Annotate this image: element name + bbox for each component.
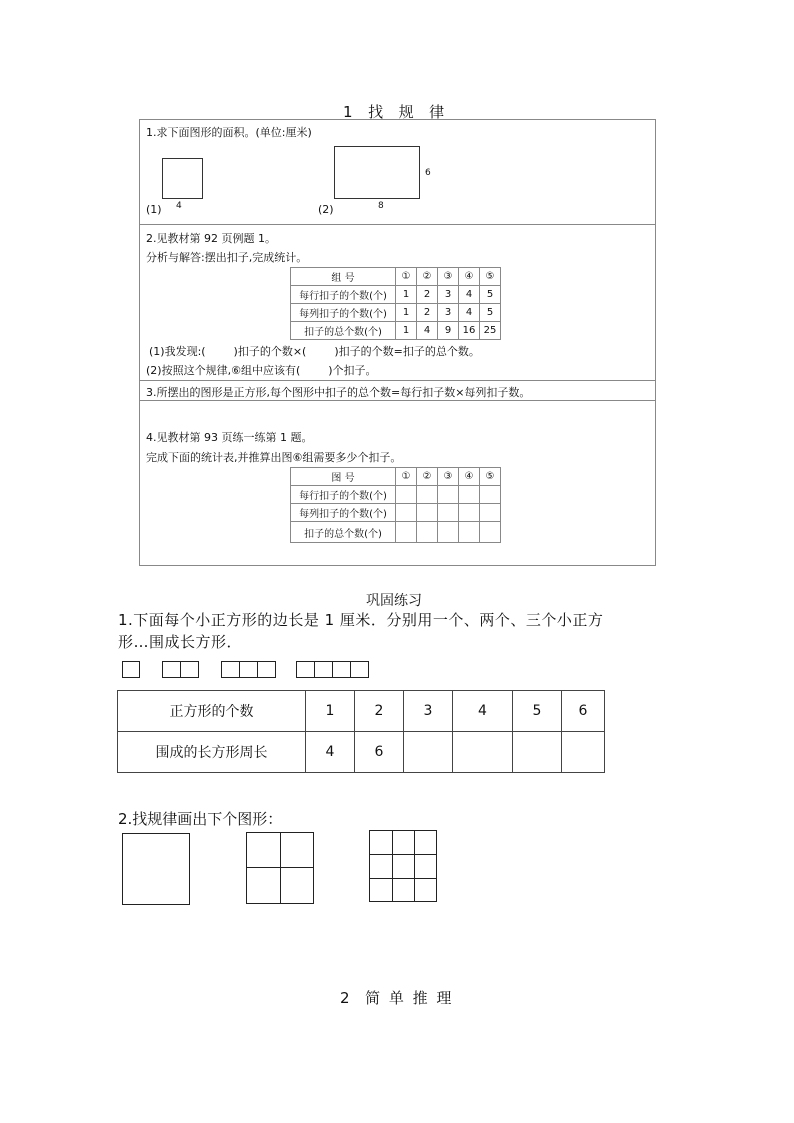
table-cell: 1 — [396, 286, 417, 304]
table-header: ② — [417, 468, 438, 486]
table-cell: 3 — [438, 286, 459, 304]
question-4-title: 4.见教材第 93 页练一练第 1 题。 — [146, 431, 313, 444]
table-cell: 1 — [396, 304, 417, 322]
grid-line — [414, 830, 415, 902]
table-cell: 9 — [438, 322, 459, 340]
table-cell: 2 — [417, 286, 438, 304]
table-header: ③ — [438, 468, 459, 486]
table-cell: 6 — [355, 732, 404, 773]
table-header: ① — [396, 268, 417, 286]
answer-cell[interactable] — [480, 522, 501, 543]
unit-square — [314, 661, 333, 678]
table-cell: 4 — [453, 691, 513, 732]
pattern-figure-1 — [122, 833, 190, 905]
grid-line — [369, 878, 437, 879]
table-cell: 3 — [404, 691, 453, 732]
table-cell: 6 — [562, 691, 605, 732]
table-header: ⑤ — [480, 268, 501, 286]
row-label: 每行扣子的个数(个) — [291, 486, 396, 504]
answer-cell[interactable] — [438, 522, 459, 543]
unit-square — [221, 661, 240, 678]
table-header: ① — [396, 468, 417, 486]
row-label: 每行扣子的个数(个) — [291, 286, 396, 304]
unit-square — [257, 661, 276, 678]
question-1-text: 1.求下面图形的面积。(单位:厘米) — [146, 126, 312, 139]
answer-cell[interactable] — [480, 486, 501, 504]
table-cell: 2 — [355, 691, 404, 732]
answer-cell[interactable] — [562, 732, 605, 773]
table-header: ③ — [438, 268, 459, 286]
table-cell: 25 — [480, 322, 501, 340]
question-2-line-2: (2)按照这个规律,⑥组中应该有( )个扣子。 — [146, 364, 377, 377]
figure-2-label: (2) — [318, 203, 334, 216]
grid-line — [369, 854, 437, 855]
question-3-text: 3.所摆出的图形是正方形,每个图形中扣子的总个数=每行扣子数×每列扣子数。 — [146, 386, 531, 399]
rectangle-figure — [334, 146, 420, 199]
table-header: 图 号 — [291, 468, 396, 486]
table-cell: 4 — [417, 322, 438, 340]
table-cell: 2 — [417, 304, 438, 322]
row-label: 每列扣子的个数(个) — [291, 304, 396, 322]
row-label: 扣子的总个数(个) — [291, 522, 396, 543]
answer-cell[interactable] — [396, 522, 417, 543]
table-row — [291, 486, 501, 504]
row-label: 围成的长方形周长 — [118, 732, 306, 773]
question-4-subtitle: 完成下面的统计表,并推算出图⑥组需要多少个扣子。 — [146, 451, 402, 464]
divider — [139, 224, 656, 225]
table-cell: 4 — [306, 732, 355, 773]
answer-cell[interactable] — [438, 486, 459, 504]
table-header: ⑤ — [480, 468, 501, 486]
grid-line — [246, 867, 314, 868]
figure-2-width: 8 — [378, 201, 384, 211]
unit-square — [122, 661, 140, 678]
perimeter-table — [117, 690, 605, 773]
stats-table — [290, 467, 501, 543]
row-label: 每列扣子的个数(个) — [291, 504, 396, 522]
table-cell: 1 — [396, 322, 417, 340]
table-cell: 5 — [480, 304, 501, 322]
table-cell: 3 — [438, 304, 459, 322]
table-cell: 5 — [480, 286, 501, 304]
figure-1-side: 4 — [176, 201, 182, 211]
unit-square — [180, 661, 199, 678]
unit-square — [350, 661, 369, 678]
table-row — [291, 504, 501, 522]
practice-q1-line-2: 形…围成长方形． — [118, 633, 243, 651]
unit-square — [332, 661, 351, 678]
figure-2-height: 6 — [425, 168, 431, 178]
table-row — [118, 691, 605, 732]
row-label: 扣子的总个数(个) — [291, 322, 396, 340]
practice-q1-line-1: 1.下面每个小正方形的边长是 1 厘米．分别用一个、两个、三个小正方 — [118, 611, 604, 629]
square-figure — [162, 158, 203, 199]
table-row — [118, 732, 605, 773]
answer-cell[interactable] — [417, 522, 438, 543]
table-cell: 1 — [306, 691, 355, 732]
table-row — [291, 304, 501, 322]
answer-cell[interactable] — [459, 522, 480, 543]
table-cell: 4 — [459, 304, 480, 322]
table-header: 组 号 — [291, 268, 396, 286]
answer-cell[interactable] — [459, 504, 480, 522]
practice-q2-text: 2.找规律画出下个图形： — [118, 810, 283, 828]
table-header-row — [291, 268, 501, 286]
unit-square — [162, 661, 181, 678]
answer-cell[interactable] — [396, 486, 417, 504]
question-2-line-1: (1)我发现:( )扣子的个数×( )扣子的个数=扣子的总个数。 — [149, 345, 480, 358]
table-header-row — [291, 468, 501, 486]
answer-cell[interactable] — [453, 732, 513, 773]
table-header: ② — [417, 268, 438, 286]
answer-cell[interactable] — [417, 486, 438, 504]
buttons-table — [290, 267, 501, 340]
answer-cell[interactable] — [396, 504, 417, 522]
table-cell: 4 — [459, 286, 480, 304]
answer-cell[interactable] — [459, 486, 480, 504]
grid-frame — [369, 830, 437, 902]
table-cell: 16 — [459, 322, 480, 340]
practice-heading: 巩固练习 — [366, 593, 422, 609]
answer-cell[interactable] — [438, 504, 459, 522]
section-title: 1 找 规 律 — [343, 103, 447, 121]
unit-square — [296, 661, 315, 678]
next-section-title: 2 简 单 推 理 — [340, 989, 454, 1007]
table-row — [291, 322, 501, 340]
answer-cell[interactable] — [513, 732, 562, 773]
row-label: 正方形的个数 — [118, 691, 306, 732]
answer-cell[interactable] — [417, 504, 438, 522]
question-2-subtitle: 分析与解答:摆出扣子,完成统计。 — [146, 251, 308, 264]
table-header: ④ — [459, 468, 480, 486]
table-row — [291, 286, 501, 304]
figure-1-label: (1) — [146, 203, 162, 216]
question-2-title: 2.见教材第 92 页例题 1。 — [146, 232, 276, 245]
table-cell: 5 — [513, 691, 562, 732]
table-row — [291, 522, 501, 543]
grid-line — [392, 830, 393, 902]
grid-line — [280, 832, 281, 904]
divider — [139, 400, 656, 401]
table-header: ④ — [459, 268, 480, 286]
answer-cell[interactable] — [404, 732, 453, 773]
divider — [139, 380, 656, 381]
answer-cell[interactable] — [480, 504, 501, 522]
unit-square — [239, 661, 258, 678]
